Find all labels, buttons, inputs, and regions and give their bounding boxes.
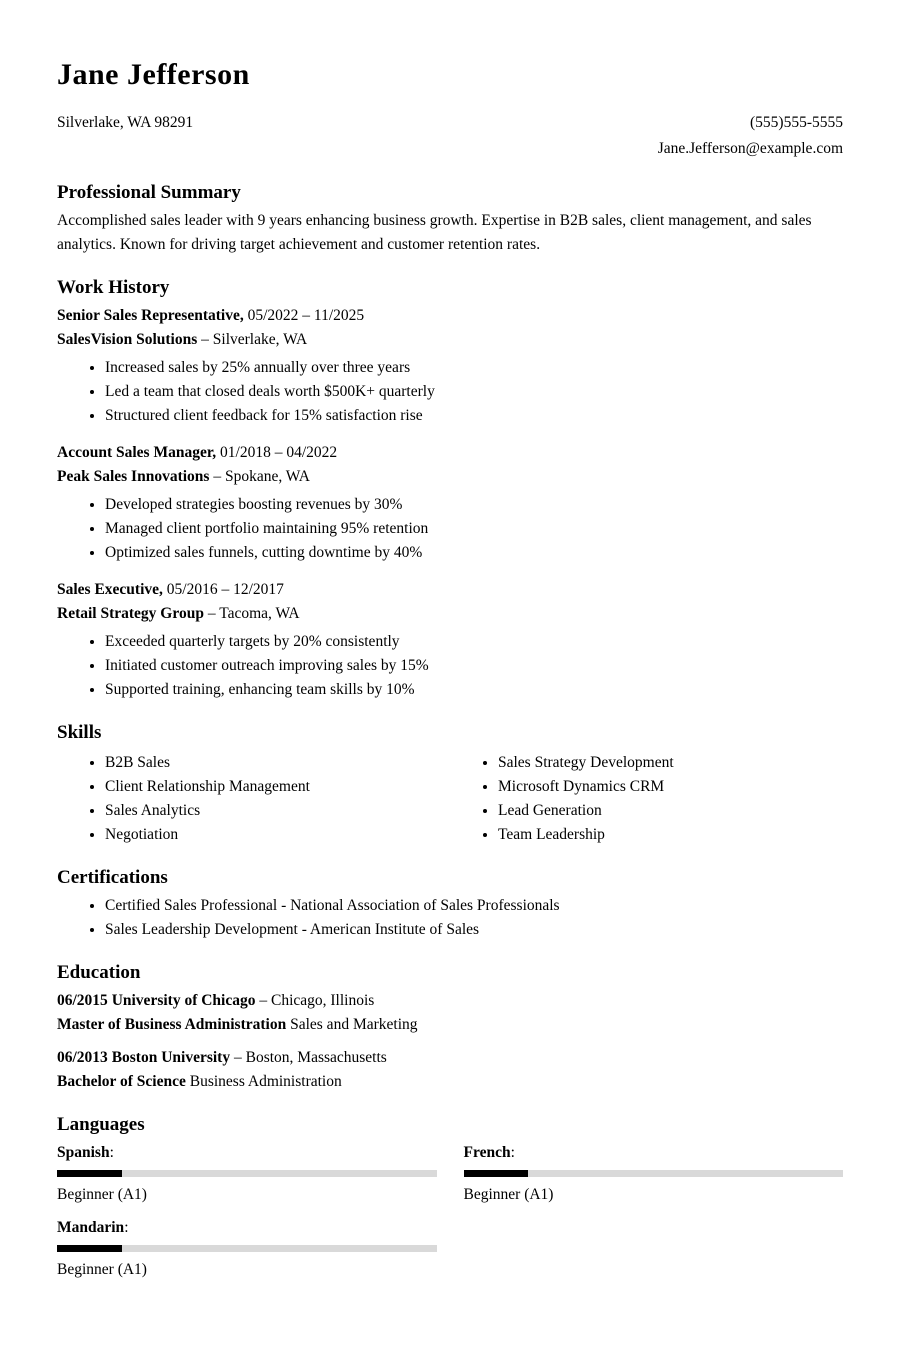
job-date-end: 12/2017 bbox=[233, 581, 284, 598]
contact-phone: (555)555-5555 bbox=[750, 114, 843, 131]
language-level: Beginner (A1) bbox=[57, 1186, 147, 1203]
contact-email: Jane.Jefferson@example.com bbox=[657, 140, 843, 157]
job-company-line bbox=[57, 602, 843, 626]
education-degree: Master of Business Administration bbox=[57, 1016, 287, 1033]
skill-item: • Client Relationship Management bbox=[105, 775, 450, 799]
job-location: Spokane, WA bbox=[224, 468, 310, 485]
job-title: Account Sales Manager, bbox=[57, 444, 217, 461]
section-languages bbox=[57, 1112, 843, 1291]
language-item bbox=[57, 1141, 437, 1207]
skills-grid bbox=[57, 749, 843, 847]
dash-separator: – bbox=[302, 307, 311, 324]
skills-column-right bbox=[450, 751, 843, 847]
language-level: Beginner (A1) bbox=[463, 1186, 554, 1203]
job-bullet: • Developed strategies boosting revenues by 30% bbox=[105, 493, 843, 517]
job-bullet: • Increased sales by 25% annually over three years bbox=[105, 356, 843, 380]
language-name: Spanish: bbox=[57, 1144, 114, 1161]
education-field: Sales and Marketing bbox=[290, 1016, 418, 1033]
job-title-line bbox=[57, 304, 843, 328]
job-company: SalesVision Solutions bbox=[57, 331, 198, 348]
language-name: Mandarin: bbox=[57, 1219, 129, 1236]
skill-item: • Negotiation bbox=[105, 823, 450, 847]
job-title: Sales Executive, bbox=[57, 581, 163, 598]
job-bullet: • Structured client feedback for 15% satisfaction rise bbox=[105, 404, 843, 428]
skill-item: • B2B Sales bbox=[105, 751, 450, 775]
job-bullet-list bbox=[57, 356, 843, 428]
job-date-start: 05/2022 bbox=[247, 307, 299, 324]
certification-item: • Certified Sales Professional - National Association of Sales Professionals bbox=[105, 894, 843, 918]
dash-separator: – bbox=[259, 992, 268, 1009]
skills-column-left bbox=[57, 751, 450, 847]
job-entry bbox=[57, 304, 843, 428]
job-title-line bbox=[57, 441, 843, 465]
summary-heading: Professional Summary bbox=[57, 182, 241, 203]
language-progress-fill bbox=[464, 1170, 529, 1177]
section-professional-summary bbox=[57, 180, 843, 257]
job-title: Senior Sales Representative, bbox=[57, 307, 244, 324]
contact-location: Silverlake, WA 98291 bbox=[57, 114, 194, 131]
education-entry bbox=[57, 1046, 843, 1094]
language-name: French: bbox=[463, 1144, 515, 1161]
job-date-end: 11/2025 bbox=[313, 307, 365, 324]
education-degree-line bbox=[57, 1013, 843, 1037]
certifications-heading: Certifications bbox=[57, 867, 168, 888]
job-date-start: 05/2016 bbox=[166, 581, 218, 598]
summary-text: Accomplished sales leader with 9 years enhancing business growth. Expertise in B2B sales, client management, and sales analytics. Known for driving target achievement and customer retention rates. bbox=[57, 212, 812, 253]
job-bullet: • Exceeded quarterly targets by 20% consistently bbox=[105, 630, 843, 654]
section-education bbox=[57, 960, 843, 1094]
language-item bbox=[464, 1141, 844, 1207]
dash-separator: – bbox=[221, 581, 230, 598]
job-bullet: • Initiated customer outreach improving sales by 15% bbox=[105, 654, 843, 678]
education-location: Boston, Massachusetts bbox=[245, 1049, 387, 1066]
dash-separator: – bbox=[233, 1049, 242, 1066]
education-entry bbox=[57, 989, 843, 1037]
job-title-line bbox=[57, 578, 843, 602]
language-progress-track bbox=[57, 1245, 437, 1252]
education-heading: Education bbox=[57, 962, 141, 983]
language-progress-track bbox=[464, 1170, 844, 1177]
job-company-line bbox=[57, 328, 843, 352]
education-location: Chicago, Illinois bbox=[270, 992, 375, 1009]
education-date: 06/2015 bbox=[57, 992, 108, 1009]
skill-item: • Sales Analytics bbox=[105, 799, 450, 823]
dash-separator: – bbox=[201, 331, 209, 348]
job-bullet: • Led a team that closed deals worth $500K+ quarterly bbox=[105, 380, 843, 404]
dash-separator: – bbox=[207, 605, 216, 622]
job-date-start: 01/2018 bbox=[220, 444, 271, 461]
job-location: Tacoma, WA bbox=[219, 605, 300, 622]
education-school-line bbox=[57, 1046, 843, 1070]
education-school: Boston University bbox=[111, 1049, 231, 1066]
language-progress-fill bbox=[57, 1170, 122, 1177]
education-field: Business Administration bbox=[189, 1073, 342, 1090]
language-progress-track bbox=[57, 1170, 437, 1177]
education-degree: Bachelor of Science bbox=[57, 1073, 186, 1090]
work-history-heading: Work History bbox=[57, 277, 170, 298]
job-bullet: • Supported training, enhancing team skills by 10% bbox=[105, 678, 843, 702]
section-skills bbox=[57, 720, 843, 847]
skill-item: • Lead Generation bbox=[498, 799, 843, 823]
contact-right bbox=[658, 110, 843, 162]
certification-list bbox=[57, 894, 843, 942]
job-entry bbox=[57, 441, 843, 565]
skill-item: • Sales Strategy Development bbox=[498, 751, 843, 775]
languages-grid bbox=[57, 1141, 843, 1291]
language-progress-fill bbox=[57, 1245, 122, 1252]
job-bullet-list bbox=[57, 630, 843, 702]
education-degree-line bbox=[57, 1070, 843, 1094]
job-bullet: • Optimized sales funnels, cutting downtime by 40% bbox=[105, 541, 843, 565]
person-name: Jane Jefferson bbox=[57, 58, 250, 91]
skill-item: • Microsoft Dynamics CRM bbox=[498, 775, 843, 799]
language-level: Beginner (A1) bbox=[57, 1261, 147, 1278]
dash-separator: – bbox=[213, 468, 222, 485]
dash-separator: – bbox=[274, 444, 283, 461]
job-date-end: 04/2022 bbox=[286, 444, 338, 461]
education-school-line bbox=[57, 989, 843, 1013]
resume-header bbox=[57, 56, 843, 162]
job-bullet: • Managed client portfolio maintaining 95% retention bbox=[105, 517, 843, 541]
job-entry bbox=[57, 578, 843, 702]
languages-heading: Languages bbox=[57, 1114, 145, 1135]
job-location: Silverlake, WA bbox=[212, 331, 308, 348]
skills-heading: Skills bbox=[57, 722, 102, 743]
section-certifications bbox=[57, 865, 843, 942]
certification-item: • Sales Leadership Development - American Institute of Sales bbox=[105, 918, 843, 942]
job-company: Peak Sales Innovations bbox=[57, 468, 210, 485]
skill-item: • Team Leadership bbox=[498, 823, 843, 847]
contact-row bbox=[57, 110, 843, 162]
education-school: University of Chicago bbox=[111, 992, 256, 1009]
education-date: 06/2013 bbox=[57, 1049, 108, 1066]
job-bullet-list bbox=[57, 493, 843, 565]
job-company-line bbox=[57, 465, 843, 489]
section-work-history bbox=[57, 275, 843, 702]
job-company: Retail Strategy Group bbox=[57, 605, 204, 622]
language-item bbox=[57, 1216, 437, 1282]
